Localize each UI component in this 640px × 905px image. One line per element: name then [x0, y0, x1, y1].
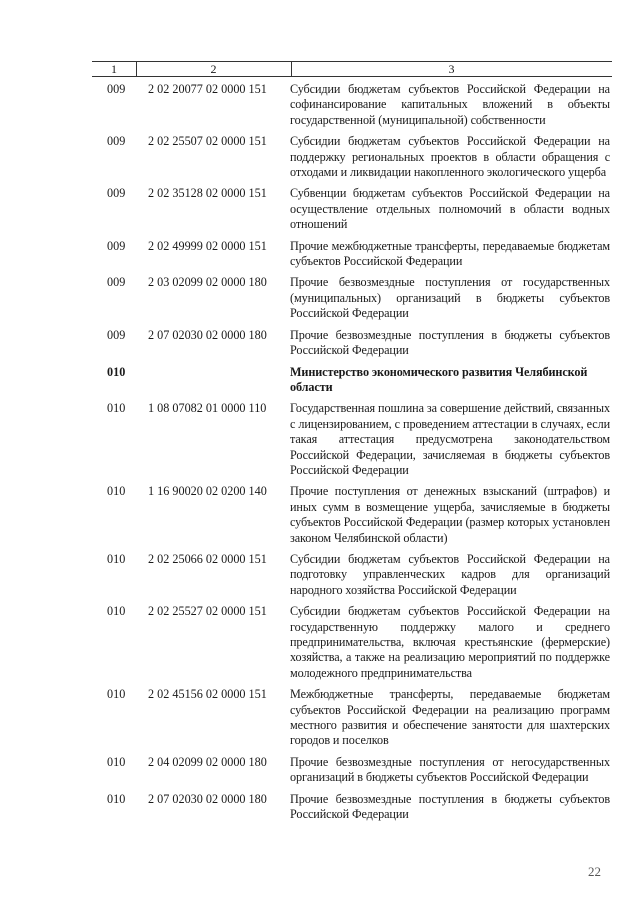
budget-classification-code: 2 02 25507 02 0000 151 — [148, 134, 267, 149]
table-row — [92, 687, 612, 749]
budget-classification-code — [136, 365, 290, 396]
admin-code: 010 — [107, 791, 126, 806]
revenue-description: Субсидии бюджетам субъектов Российской Федерации на государственную поддержку малого и среднего предпринимательства, включая крестьянские (фермерские) хозяйства, а также на реализацию мероприятий по поддержке молодежного предпринимательства — [290, 604, 610, 680]
table-row — [92, 186, 612, 232]
revenue-description: Государственная пошлина за совершение действий, связанных с лицензированием, с проведением аттестации в случаях, если такая аттестация предусмотрена законодательством Российской Федерации, зачисляемая в бюджеты субъектов Российской Федерации — [290, 401, 610, 477]
revenue-description: Прочие поступления от денежных взысканий (штрафов) и иных сумм в возмещение ущерба, зачисляемые в бюджеты субъектов Российской Федерации (размер которых установлен законом Челябинской области) — [290, 484, 610, 545]
revenue-description: Прочие безвозмездные поступления от негосударственных организаций в бюджеты субъектов Российской Федерации — [290, 754, 610, 785]
admin-code: 009 — [107, 275, 126, 290]
table-row — [92, 401, 612, 478]
admin-code: 009 — [107, 327, 126, 342]
revenue-description: Прочие безвозмездные поступления от государственных (муниципальных) организаций в бюджеты субъектов Российской Федерации — [290, 275, 610, 321]
revenue-description: Субсидии бюджетам субъектов Российской Федерации на поддержку региональных проектов в области обращения с отходами и ликвидации накопленного экологического ущерба — [290, 134, 610, 180]
admin-code: 010 — [107, 401, 126, 416]
budget-code-table — [92, 82, 612, 828]
table-row — [92, 604, 612, 681]
budget-classification-code: 2 02 45156 02 0000 151 — [148, 687, 267, 702]
budget-classification-code: 1 08 07082 01 0000 110 — [148, 401, 267, 416]
revenue-description: Субвенции бюджетам субъектов Российской Федерации на осуществление отдельных полномочий в области водных отношений — [290, 186, 610, 232]
table-row — [92, 275, 612, 321]
budget-classification-code: 2 03 02099 02 0000 180 — [148, 275, 267, 290]
table-row — [92, 82, 612, 128]
budget-classification-code: 2 02 49999 02 0000 151 — [148, 238, 267, 253]
revenue-description: Межбюджетные трансферты, передаваемые бюджетам субъектов Российской Федерации на реализацию программ местного развития и обеспечение занятости для шахтерских городов и поселков — [290, 687, 610, 748]
admin-code: 010 — [107, 364, 126, 379]
budget-classification-code: 2 07 02030 02 0000 180 — [148, 791, 267, 806]
budget-classification-code: 2 02 25066 02 0000 151 — [148, 551, 267, 566]
budget-classification-code: 1 16 90020 02 0200 140 — [148, 484, 267, 499]
ministry-heading-row — [92, 365, 612, 396]
table-row — [92, 239, 612, 270]
column-header-row — [92, 61, 612, 77]
table-row — [92, 755, 612, 786]
budget-classification-code: 2 07 02030 02 0000 180 — [148, 327, 267, 342]
admin-code: 009 — [107, 238, 126, 253]
budget-classification-code: 2 02 25527 02 0000 151 — [148, 604, 267, 619]
admin-code: 010 — [107, 687, 126, 702]
revenue-description: Прочие межбюджетные трансферты, передаваемые бюджетам субъектов Российской Федерации — [290, 238, 610, 269]
table-row — [92, 134, 612, 180]
column-header-2: 2 — [210, 62, 217, 76]
admin-code: 010 — [107, 604, 126, 619]
admin-code: 009 — [107, 134, 126, 149]
admin-code: 010 — [107, 484, 126, 499]
table-row — [92, 484, 612, 546]
table-row — [92, 552, 612, 598]
budget-classification-code: 2 02 20077 02 0000 151 — [148, 82, 267, 96]
revenue-description: Субсидии бюджетам субъектов Российской Федерации на подготовку управленческих кадров для организаций народного хозяйства Российской Федерации — [290, 551, 610, 597]
column-header-3: 3 — [448, 62, 455, 76]
budget-classification-code: 2 04 02099 02 0000 180 — [148, 754, 267, 769]
column-header-1: 1 — [111, 62, 117, 76]
admin-code: 009 — [107, 186, 126, 201]
budget-classification-code: 2 02 35128 02 0000 151 — [148, 186, 267, 201]
admin-code: 010 — [107, 754, 126, 769]
table-row — [92, 328, 612, 359]
table-row — [92, 792, 612, 823]
page-number: 22 — [588, 864, 601, 879]
admin-code: 010 — [107, 551, 126, 566]
admin-code: 009 — [107, 82, 126, 96]
revenue-description: Субсидии бюджетам субъектов Российской Федерации на софинансирование капитальных вложений в объекты государственной (муниципальной) собственности — [290, 82, 610, 127]
revenue-description: Прочие безвозмездные поступления в бюджеты субъектов Российской Федерации — [290, 327, 610, 358]
revenue-description: Прочие безвозмездные поступления в бюджеты субъектов Российской Федерации — [290, 791, 610, 822]
ministry-name: Министерство экономического развития Челябинской области — [290, 364, 588, 394]
